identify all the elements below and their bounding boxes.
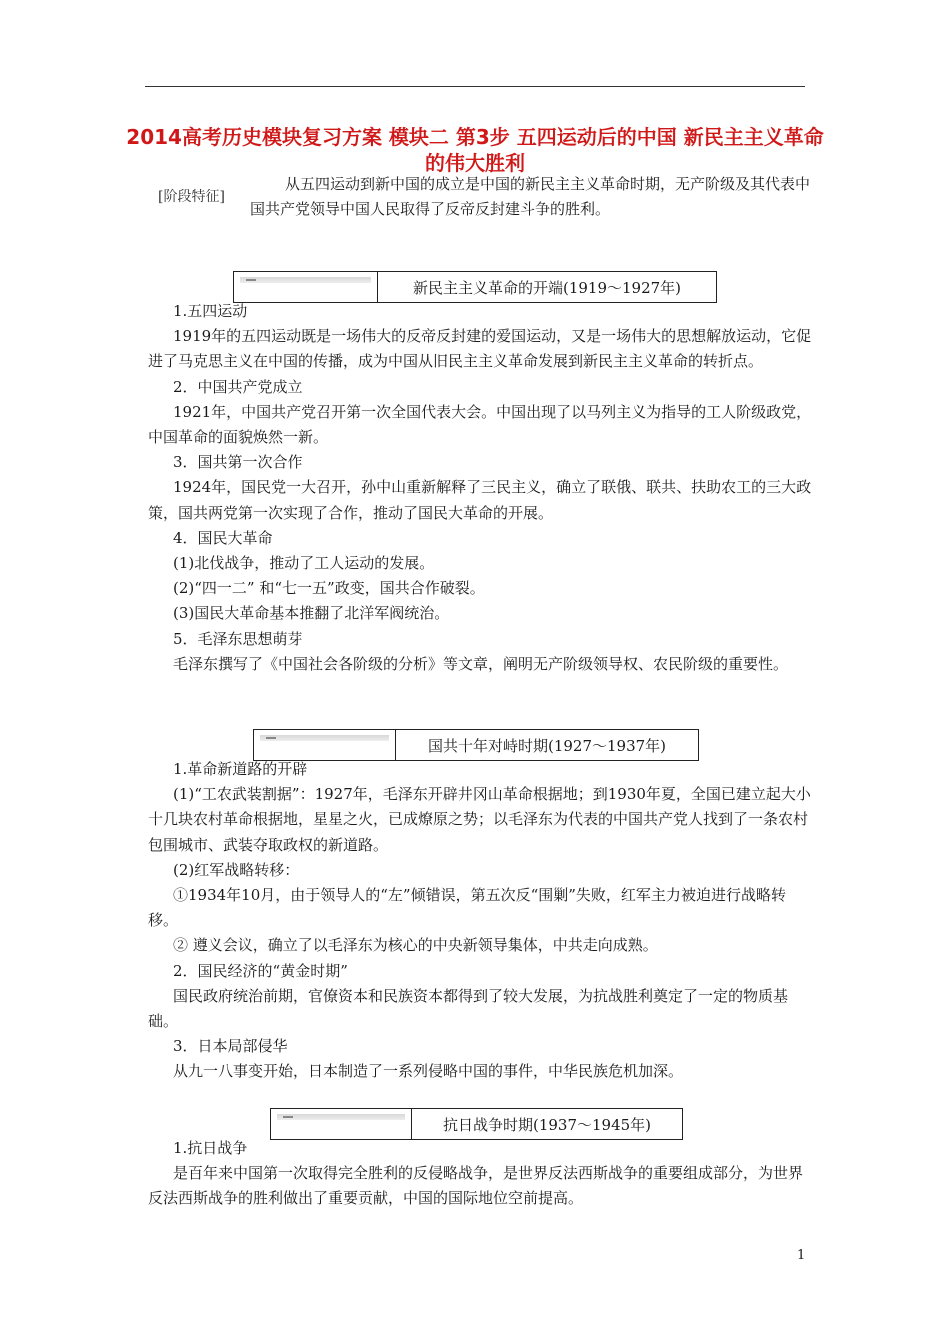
item-heading: 3．国共第一次合作 (173, 453, 303, 472)
item-paragraph: 1924年，国民党一大召开，孙中山重新解释了三民主义，确立了联俄、联共、扶助农工的三大政策，国共两党第一次实现了合作，推动了国民大革命的开展。 (148, 478, 812, 522)
item-paragraph: (1)“工农武装割据”：1927年，毛泽东开辟井冈山革命根据地；到1930年夏，全国已建立起大小十几块农村革命根据地，星星之火，已成燎原之势；以毛泽东为代表的中国共产党人找到了一条农村包围城市、武装夺取政权的新道路。 (148, 785, 811, 854)
item-line: (1)北伐战争，推动了工人运动的发展。 (173, 554, 435, 573)
item-line: (2)“四一二” 和“七一五”政变，国共合作破裂。 (173, 579, 485, 598)
item-paragraph: 从九一八事变开始，日本制造了一系列侵略中国的事件，中华民族危机加深。 (173, 1062, 684, 1081)
item-line: (3)国民大革命基本推翻了北洋军阀统治。 (173, 604, 450, 623)
stage-intro-text: 从五四运动到新中国的成立是中国的新民主主义革命时期，无产阶级及其代表中国共产党领导中国人民取得了反帝反封建斗争的胜利。 (250, 175, 811, 218)
section-heading-text: 抗日战争时期(1937～1945年) (442, 1115, 652, 1134)
item-paragraph: 1921年，中国共产党召开第一次全国代表大会。中国出现了以马列主义为指导的工人阶级政党，中国革命的面貌焕然一新。 (148, 402, 812, 447)
item-heading: 4．国民大革命 (173, 528, 273, 547)
item-heading: (2)红军战略转移： (173, 860, 300, 879)
item-heading: 3．日本局部侵华 (173, 1037, 288, 1056)
item-paragraph: 1919年的五四运动既是一场伟大的反帝反封建的爱国运动，又是一场伟大的思想解放运动，它促进了马克思主义在中国的传播，成为中国从旧民主主义革命发展到新民主主义革命的转折点。 (148, 327, 812, 371)
section-body-1 (148, 299, 813, 677)
item-line: ② 遵义会议，确立了以毛泽东为核心的中央新领导集体，中共走向成熟。 (173, 936, 658, 955)
item-paragraph: 国民政府统治前期，官僚资本和民族资本都得到了较大发展，为抗战胜利奠定了一定的物质基础。 (148, 986, 789, 1031)
item-heading: 1.五四运动 (173, 302, 248, 320)
item-heading: 1.革命新道路的开辟 (173, 760, 308, 778)
section-body-3 (148, 1136, 813, 1212)
page-number: 1 (797, 1248, 806, 1263)
item-heading: 2．国民经济的“黄金时期” (173, 961, 348, 980)
section-body-2 (148, 757, 813, 1085)
item-paragraph: ①1934年10月，由于领导人的“左”倾错误，第五次反“围剿”失败，红军主力被迫进行战略转移。 (148, 886, 786, 930)
item-heading: 2．中国共产党成立 (173, 377, 303, 396)
heading-decoration (271, 1109, 412, 1139)
header-rule (145, 86, 805, 87)
heading-decoration (254, 730, 396, 760)
section-heading-text: 国共十年对峙时期(1927～1937年) (427, 736, 667, 755)
heading-decoration (234, 272, 378, 302)
stage-label: [阶段特征] (158, 189, 225, 205)
page-title: 2014高考历史模块复习方案 模块二 第3步 五四运动后的中国 新民主主义革命的伟大胜利 (126, 125, 824, 175)
item-paragraph: 是百年来中国第一次取得完全胜利的反侵略战争，是世界反法西斯战争的重要组成部分，为世界反法西斯战争的胜利做出了重要贡献，中国的国际地位空前提高。 (148, 1164, 804, 1208)
item-heading: 1.抗日战争 (173, 1139, 248, 1157)
item-heading: 5．毛泽东思想萌芽 (173, 629, 303, 648)
item-paragraph: 毛泽东撰写了《中国社会各阶级的分析》等文章，阐明无产阶级领导权、农民阶级的重要性。 (173, 654, 789, 673)
section-heading-text: 新民主主义革命的开端(1919～1927年) (412, 278, 682, 297)
